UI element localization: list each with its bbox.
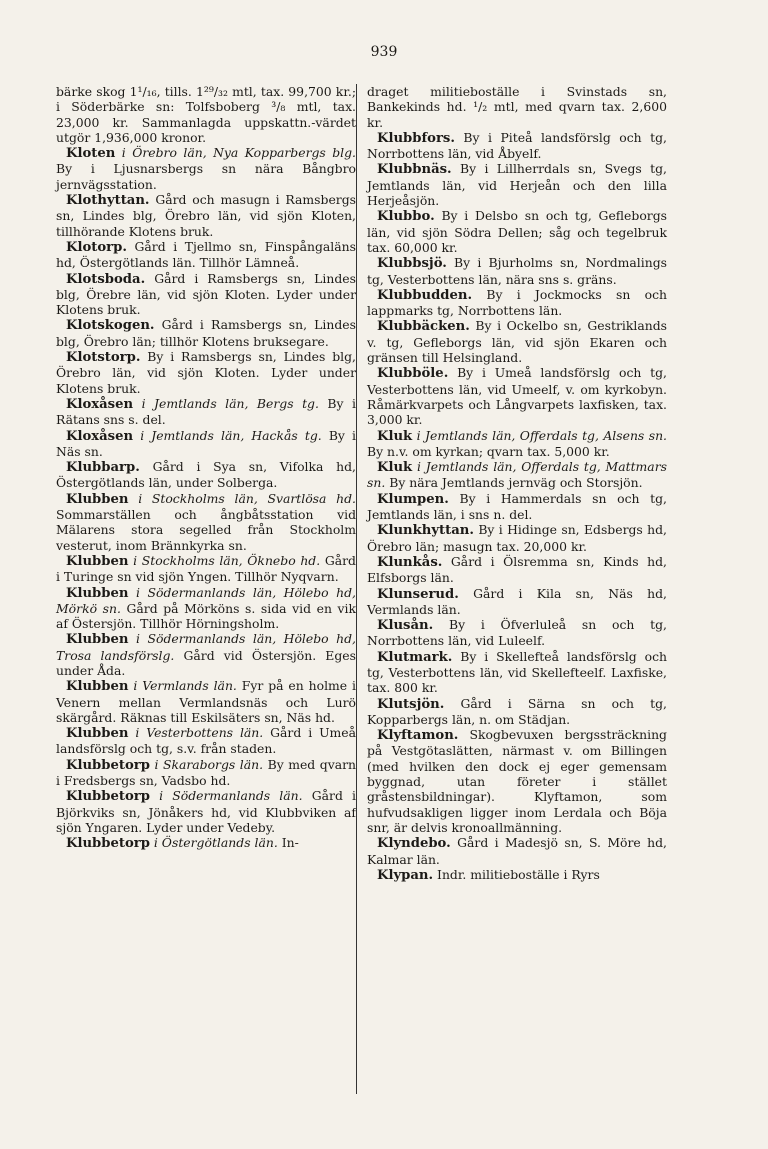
page-number: 939 [370, 44, 398, 60]
entry-headword: Klubböle. [377, 366, 449, 382]
gazetteer-entry [56, 192, 356, 239]
entry-headword: Klubbarp. [66, 460, 140, 476]
entry-headword: Klutsjön. [377, 696, 445, 712]
entry-text: Gård i Madesjö sn, S. Möre hd, Kalmar län. [367, 835, 667, 867]
gazetteer-entry [56, 145, 356, 192]
entry-text: By i Ockelbo sn, Gestriklands v. tg, Gefleborgs län, vid sjön Ekaren och gränsen till Helsingland. [367, 318, 667, 366]
entry-text: Gård i Turinge sn vid sjön Yngen. Tillhör Nyqvarn. [56, 552, 356, 585]
entry-text: Gård vid Östersjön. Eges under Åda. [56, 647, 356, 678]
gazetteer-entry [56, 349, 356, 396]
entry-headword: Klubbetorp [66, 757, 150, 773]
entry-headword: Klubbetorp [66, 836, 150, 852]
gazetteer-entry [56, 631, 356, 678]
entry-text: By i Ramsbergs sn, Lindes blg, Örebro län, vid sjön Kloten. Lyder under Klotens bruk. [56, 349, 356, 396]
entry-location: i Jemtlands län, Offerdals tg, Alsens sn. [416, 427, 667, 443]
gazetteer-entry [367, 649, 667, 696]
entry-headword: Klubbnäs. [377, 162, 452, 178]
entry-location: i Södermanlands län, Hölebo hd, Mörkö sn. [56, 584, 356, 616]
entry-headword: Klutmark. [377, 649, 453, 665]
entry-text: bärke skog 1¹/₁₆, tills. 1²⁹/₃₂ mtl, tax. 99,700 kr.; i Söderbärke sn: Tolfsboberg ³/₈ mtl, tax. 23,000 kr. Sammanlagda uppskattn.-värdet utgör 1,936,000 kronor. [56, 84, 356, 145]
entry-location: i Vesterbottens län. [135, 725, 264, 741]
gazetteer-entry [367, 835, 667, 867]
entry-text: Gård i Umeå landsförslg och tg, s.v. från staden. [56, 725, 356, 757]
entry-text: Gård i Björkviks sn, Jönåkers hd, vid Klubbviken af sjön Yngaren. Lyder under Vedeby. [56, 788, 356, 835]
entry-location: i Östergötlands län. [153, 835, 278, 851]
entry-text: In- [281, 835, 299, 851]
gazetteer-entry [367, 867, 667, 883]
entry-headword: Klubbudden. [377, 287, 473, 303]
gazetteer-entry [367, 365, 667, 427]
entry-text: Gård i Särna sn och tg, Kopparbergs län, n. om Städjan. [367, 695, 667, 727]
gazetteer-entry [56, 725, 356, 757]
column-divider [356, 84, 357, 1094]
entry-location: i Örebro län, Nya Kopparbergs blg. [121, 145, 356, 161]
entry-headword: Klubbfors. [377, 130, 455, 146]
entry-headword: Klotstorp. [66, 350, 141, 366]
entry-text: Gård i Kila sn, Näs hd, Vermlands län. [367, 585, 667, 617]
entry-headword: Klubben [66, 679, 129, 695]
entry-headword: Klotsboda. [66, 271, 146, 287]
gazetteer-entry [367, 287, 667, 319]
gazetteer-entry [56, 239, 356, 271]
entry-location: i Vermlands län. [133, 678, 237, 694]
entry-location: i Stockholms län, Öknebo hd. [133, 552, 321, 568]
gazetteer-entry [56, 396, 356, 428]
entry-headword: Klubben [66, 553, 129, 569]
entry-headword: Klubben [66, 585, 129, 601]
gazetteer-entry [367, 208, 667, 255]
entry-text: draget militieboställe i Svinstads sn, Bankekinds hd. ¹/₂ mtl, med qvarn tax. 2,600 kr. [367, 84, 667, 130]
gazetteer-entry [367, 318, 667, 365]
gazetteer-entry [367, 459, 667, 491]
entry-text: By i Rätans sns s. del. [56, 395, 356, 428]
entry-text: Gård på Mörköns s. sida vid en vik af Östersjön. Tillhör Hörningsholm. [56, 600, 356, 632]
entry-headword: Klubben [66, 726, 129, 742]
entry-text: Gård i Tjellmo sn, Finspångaläns hd, Östergötlands län. Tillhör Lämneå. [56, 238, 356, 271]
entry-text: By i Lillherrdals sn, Svegs tg, Jemtlands län, vid Herjeån och den lilla Herjeåsjön. [367, 161, 667, 209]
entry-headword: Klubben [66, 491, 129, 507]
entry-text: By n.v. om kyrkan; qvarn tax. 5,000 kr. [367, 443, 610, 459]
entry-text: By i Umeå landsförslg och tg, Vesterbottens län, vid Umeelf, v. om kyrkobyn. Råmärkvarpets och Långvarpets laxfisken, tax. 3,000 kr. [367, 365, 667, 428]
entry-headword: Klubben [66, 632, 129, 648]
entry-text: By nära Jemtlands jernväg och Storsjön. [389, 475, 643, 491]
entry-headword: Kloten [66, 146, 116, 162]
gazetteer-entry [367, 428, 667, 460]
entry-headword: Klubbo. [377, 209, 435, 225]
entry-text: Gård i Ramsbergs sn, Lindes blg, Örebre län, vid sjön Kloten. Lyder under Klotens bruk. [56, 270, 356, 318]
entry-location: i Södermanlands län, Hölebo hd, Trosa landsförslg. [56, 631, 356, 663]
gazetteer-entry [56, 459, 356, 491]
entry-text: Indr. militieboställe i Ryrs [437, 866, 600, 882]
gazetteer-entry [367, 727, 667, 835]
entry-text: By i Näs sn. [56, 427, 356, 459]
entry-text: By med qvarn i Fredsbergs sn, Vadsbo hd. [56, 756, 356, 789]
gazetteer-entry [56, 757, 356, 789]
entry-text: By i Hammerdals sn och tg, Jemtlands län, i sns n. del. [367, 490, 667, 523]
gazetteer-entry [367, 586, 667, 618]
gazetteer-entry [367, 617, 667, 649]
gazetteer-entry [367, 84, 667, 130]
entry-headword: Klunkhyttan. [377, 523, 474, 539]
entry-headword: Kloxåsen [66, 428, 134, 444]
gazetteer-entry [367, 255, 667, 287]
entry-text: Fyr på en holme i Venern mellan Vermlandsnäs och Lurö skärgård. Räknas till Eskilsäters sn, Näs hd. [56, 678, 356, 725]
gazetteer-entry [56, 835, 356, 851]
entry-headword: Klothyttan. [66, 193, 150, 209]
entry-location: i Skaraborgs län. [154, 756, 264, 772]
entry-location: i Jemtlands län, Bergs tg. [141, 395, 319, 411]
gazetteer-entry [56, 788, 356, 835]
entry-headword: Kloxåsen [66, 396, 134, 412]
gazetteer-entry [367, 554, 667, 586]
gazetteer-entry [56, 553, 356, 585]
entry-text: Gård i Ramsbergs sn, Lindes blg, Örebro län; tillhör Klotens bruksegare. [56, 317, 356, 349]
entry-text: By i Piteå landsförslg och tg, Norrbottens län, vid Åbyelf. [367, 129, 667, 162]
entry-text: Skogbevuxen bergssträckning på Vestgötaslätten, närmast v. om Billingen (med hvilken den dock ej eger gemensam byggnad, utan företer i stället gråstensbildningar). Klyftamon, som hufvudsakligen ligger inom Lerdala och Böja snr, är delvis kronoallmänning. [367, 727, 667, 835]
entry-headword: Klunserud. [377, 586, 459, 602]
gazetteer-entry [367, 522, 667, 554]
entry-headword: Klyftamon. [377, 728, 459, 744]
gazetteer-entry [56, 271, 356, 318]
gazetteer-entry [56, 678, 356, 725]
entry-headword: Klypan. [377, 867, 434, 883]
entry-location: i Jemtlands län, Hackås tg. [140, 427, 322, 443]
gazetteer-entry [367, 130, 667, 162]
entry-text: By i Bjurholms sn, Nordmalings tg, Vesterbottens län, nära sns s. gräns. [367, 255, 667, 287]
entry-headword: Klubbsjö. [377, 256, 447, 272]
left-column [56, 84, 356, 852]
entry-headword: Klotskogen. [66, 318, 155, 334]
gazetteer-entry [56, 317, 356, 349]
right-column [367, 84, 667, 883]
entry-text: Gård i Sya sn, Vifolka hd, Östergötlands län, under Solberga. [56, 459, 356, 491]
gazetteer-entry [367, 491, 667, 523]
entry-location: i Jemtlands län, Offerdals tg, Mattmars sn. [367, 459, 667, 491]
entry-headword: Klusån. [377, 618, 434, 634]
entry-text: By i Ljusnarsbergs sn nära Bångbro jernvägsstation. [56, 161, 356, 192]
gazetteer-entry [56, 585, 356, 632]
entry-text: Gård och masugn i Ramsbergs sn, Lindes blg, Örebro län, vid sjön Kloten, tillhörande Klotens bruk. [56, 192, 356, 239]
entry-location: i Stockholms län, Svartlösa hd. [138, 490, 356, 506]
entry-headword: Kluk [377, 428, 413, 444]
gazetteer-entry [56, 491, 356, 553]
entry-headword: Klotorp. [66, 239, 127, 255]
entry-text: By i Öfverluleå sn och tg, Norrbottens län, vid Luleelf. [367, 617, 667, 649]
entry-headword: Klubbäcken. [377, 319, 470, 335]
entry-text: By i Skellefteå landsförslg och tg, Vesterbottens län, vid Skellefteelf. Laxfiske, tax. 800 kr. [367, 648, 667, 696]
entry-headword: Klumpen. [377, 491, 449, 507]
entry-text: By i Hidinge sn, Edsbergs hd, Örebro län; masugn tax. 20,000 kr. [367, 522, 667, 554]
entry-text: Sommarställen och ångbåtsstation vid Mälarens stora segelled från Stockholm vesterut, inom Brännkyrka sn. [56, 507, 356, 553]
entry-headword: Klubbetorp [66, 789, 150, 805]
entry-headword: Kluk [377, 460, 413, 476]
entry-headword: Klyndebo. [377, 836, 451, 852]
gazetteer-entry [56, 84, 356, 145]
entry-text: By i Jockmocks sn och lappmarks tg, Norrbottens län. [367, 286, 667, 319]
entry-text: Gård i Ölsremma sn, Kinds hd, Elfsborgs län. [367, 553, 667, 586]
gazetteer-entry [56, 428, 356, 460]
entry-location: i Södermanlands län. [159, 788, 303, 804]
entry-text: By i Delsbo sn och tg, Gefleborgs län, vid sjön Södra Dellen; såg och tegelbruk tax. 60,000 kr. [367, 208, 667, 255]
gazetteer-entry [367, 161, 667, 208]
gazetteer-entry [367, 696, 667, 728]
entry-headword: Klunkås. [377, 554, 443, 570]
